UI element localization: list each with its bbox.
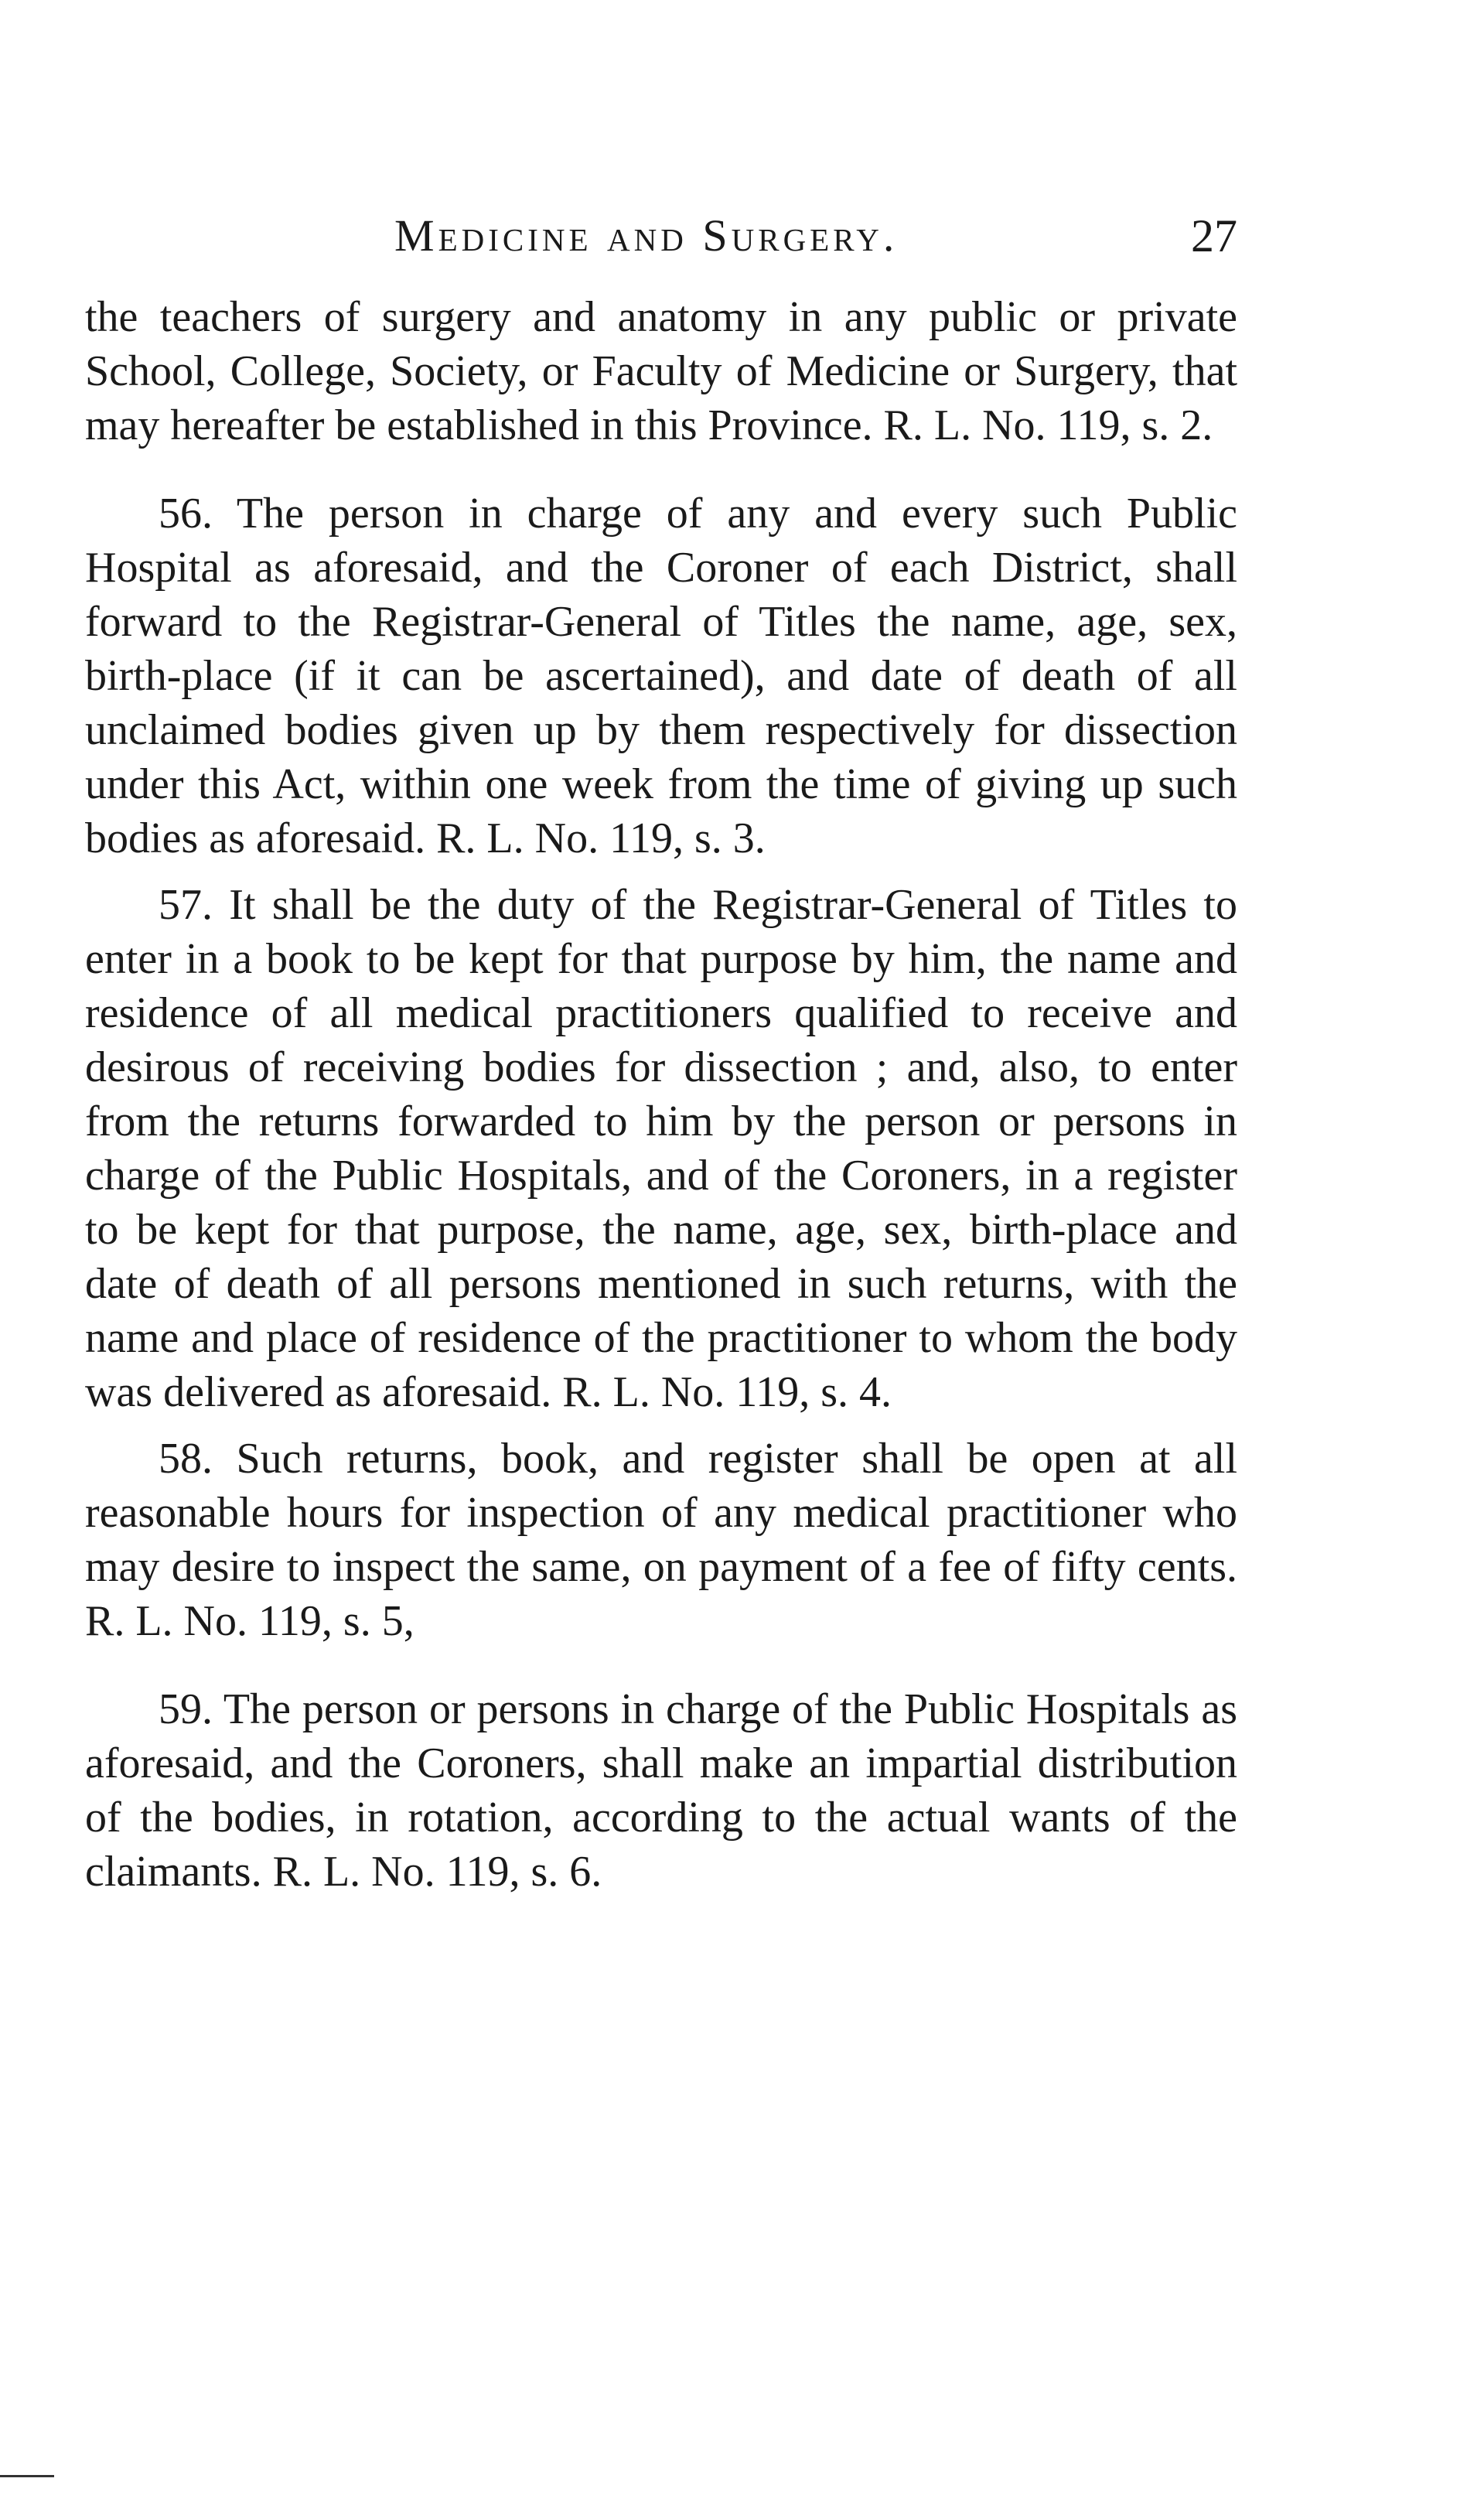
section-56: 56. The person in charge of any and every such Public Hospital as aforesaid, and the Coroner of each District, shall forward to the Registrar-General of Titles the name, age, sex, birth-place (if it can be ascertained), and date of death of all unclaimed bodies given up by them respectively for dissection under this Act, within one week from the time of giving up such bodies as aforesaid. R. L. No. 119, s. 3. — [85, 490, 1237, 862]
page-edge-rule — [0, 2475, 54, 2477]
running-title: Medicine and Surgery. — [394, 210, 899, 261]
paragraph-continued: the teachers of surgery and anatomy in any public or private School, College, Society, or Faculty of Medicine or Surgery, that may hereafter be established in this Province. R. L. No. 119, s. 2. — [85, 293, 1237, 449]
section-58: 58. Such returns, book, and register shall be open at all reasonable hours for inspection of any medical practitioner who may desire to inspect the same, on payment of a fee of fifty cents. R. L. No. 119, s. 5, — [85, 1435, 1237, 1645]
section-57: 57. It shall be the duty of the Registrar-General of Titles to enter in a book to be kept for that purpose by him, the name and residence of all medical practitioners qualified to receive and desirous of receiving bodies for dissection ; and, also, to enter from the returns forwarded to him by the person or persons in charge of the Public Hospitals, and of the Coroners, in a register to be kept for that purpose, the name, age, sex, birth-place and date of death of all persons mentioned in such returns, with the name and place of residence of the practitioner to whom the body was delivered as aforesaid. R. L. No. 119, s. 4. — [85, 881, 1237, 1416]
page-number: 27 — [1191, 210, 1237, 261]
body-text — [85, 290, 1237, 1899]
running-head — [85, 205, 1237, 267]
section-59: 59. The person or persons in charge of the Public Hospitals as aforesaid, and the Coroners, shall make an impartial distribution of the bodies, in rotation, according to the actual wants of the claimants. R. L. No. 119, s. 6. — [85, 1685, 1237, 1896]
